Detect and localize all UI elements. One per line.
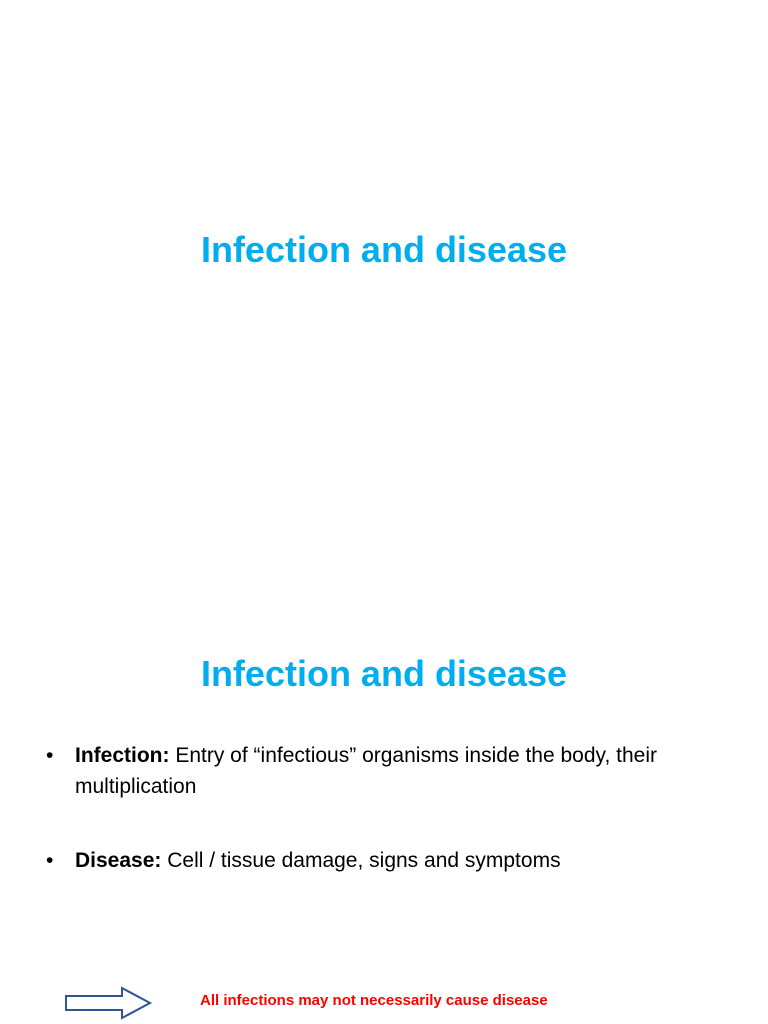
right-arrow-icon xyxy=(64,986,154,1020)
bullet-term: Infection: xyxy=(75,744,170,767)
bullet-dot-icon: • xyxy=(46,849,54,872)
bullet-term: Disease: xyxy=(75,849,162,872)
bullet-text: Cell / tissue damage, signs and symptoms xyxy=(161,849,561,872)
slide-1-title: Infection and disease xyxy=(200,229,568,270)
bullet-text: Entry of “infectious” organisms inside the body, their multiplication xyxy=(75,744,658,798)
bullet-list xyxy=(46,740,706,876)
bullet-dot-icon: • xyxy=(46,744,54,767)
slide-2-title: Infection and disease xyxy=(200,653,568,694)
bullet-infection xyxy=(46,740,706,802)
note-text: All infections may not necessarily cause disease xyxy=(200,992,548,1009)
bullet-disease xyxy=(46,845,706,876)
